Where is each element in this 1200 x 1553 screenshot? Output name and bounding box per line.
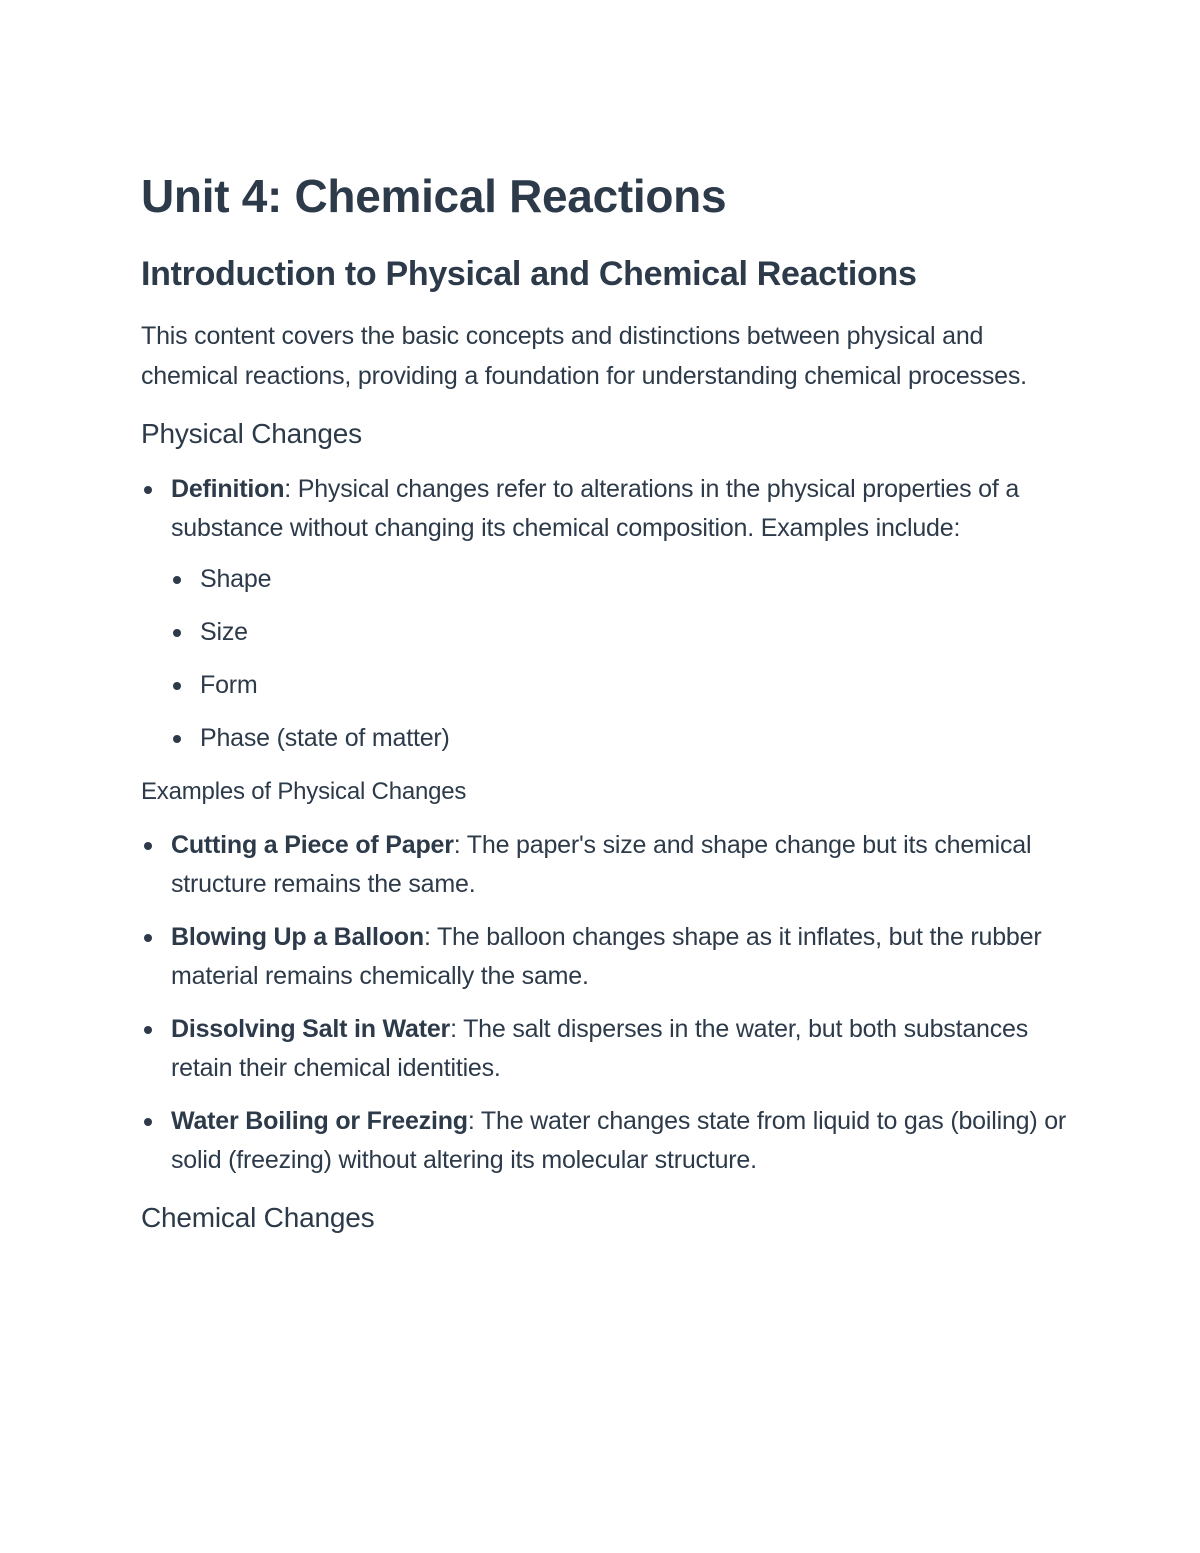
section-title: Introduction to Physical and Chemical Reactions bbox=[141, 255, 917, 293]
list-item: Form bbox=[171, 666, 1071, 705]
examples-list bbox=[141, 826, 1071, 1180]
document-page bbox=[141, 168, 1071, 1238]
examples-heading: Examples of Physical Changes bbox=[141, 778, 467, 805]
list-item: Shape bbox=[171, 560, 1071, 599]
example-text: : The balloon changes shape as it inflates, but the rubber material remains chemically the same. bbox=[171, 923, 1042, 990]
example-text: : The salt disperses in the water, but both substances retain their chemical identities. bbox=[171, 1015, 1029, 1082]
example-text: : The paper's size and shape change but its chemical structure remains the same. bbox=[171, 831, 1032, 898]
physical-definition-list bbox=[141, 470, 1071, 758]
list-item bbox=[141, 1102, 1071, 1180]
example-term: Cutting a Piece of Paper bbox=[171, 831, 454, 859]
property-list bbox=[171, 560, 1071, 758]
example-text: : The water changes state from liquid to gas (boiling) or solid (freezing) without altering its molecular structure. bbox=[171, 1107, 1067, 1174]
list-item bbox=[141, 918, 1071, 996]
definition-term: Definition bbox=[171, 475, 285, 503]
list-item: Size bbox=[171, 613, 1071, 652]
example-term: Water Boiling or Freezing bbox=[171, 1107, 468, 1135]
definition-text: : Physical changes refer to alterations in the physical properties of a substance without changing its chemical composition. Examples include: bbox=[171, 475, 1020, 542]
list-item: Phase (state of matter) bbox=[171, 719, 1071, 758]
example-term: Dissolving Salt in Water bbox=[171, 1015, 451, 1043]
page-title: Unit 4: Chemical Reactions bbox=[141, 170, 727, 222]
intro-paragraph: This content covers the basic concepts and distinctions between physical and chemical reactions, providing a foundation for understanding chemical processes. bbox=[141, 322, 1027, 390]
example-term: Blowing Up a Balloon bbox=[171, 923, 424, 951]
list-item bbox=[141, 826, 1071, 904]
physical-changes-heading: Physical Changes bbox=[141, 418, 362, 449]
list-item bbox=[141, 470, 1071, 758]
chemical-changes-heading: Chemical Changes bbox=[141, 1202, 375, 1233]
list-item bbox=[141, 1010, 1071, 1088]
